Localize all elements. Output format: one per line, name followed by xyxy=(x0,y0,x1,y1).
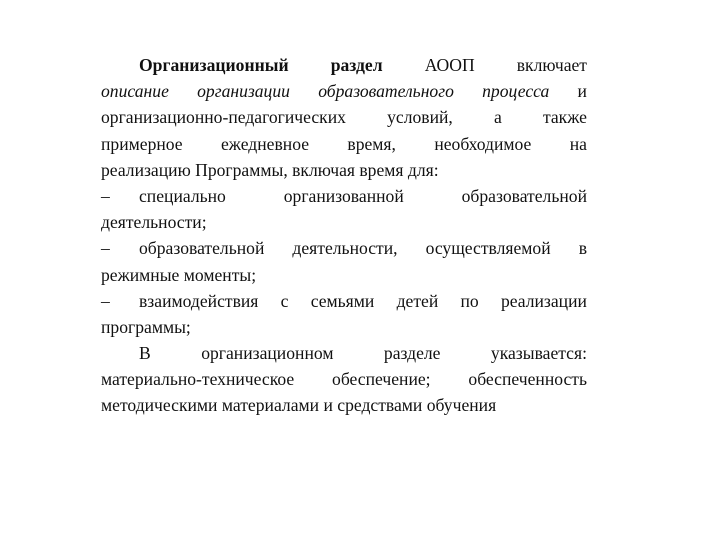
list-item-2-continuation: режимные моменты; xyxy=(101,264,257,285)
p1-line-1 xyxy=(101,52,587,78)
word: необходимое xyxy=(434,133,532,154)
list-item-3-text xyxy=(139,288,587,314)
word: организационно-педагогических xyxy=(101,107,346,128)
italic-word: образовательного xyxy=(318,81,454,102)
italic-word: организации xyxy=(197,81,290,102)
bold-word: раздел xyxy=(330,55,383,75)
list-item-3-continuation: программы; xyxy=(101,316,191,337)
italic-word: процесса xyxy=(482,81,550,102)
list-item-2 xyxy=(101,235,587,261)
word: детей xyxy=(396,290,439,311)
word: образовательной xyxy=(461,185,587,206)
word: включает xyxy=(516,55,587,75)
word: реализации xyxy=(500,290,587,311)
p1-line-3 xyxy=(101,104,587,130)
italic-word: описание xyxy=(101,81,169,102)
word: деятельности, xyxy=(292,238,398,259)
word: материально-техническое xyxy=(101,369,295,390)
bold-word: Организационный xyxy=(139,55,289,75)
list-item-1-continuation: деятельности; xyxy=(101,212,207,233)
word: время, xyxy=(347,133,396,154)
word: организационном xyxy=(201,343,334,364)
word: условий, xyxy=(387,107,453,128)
word: разделе xyxy=(383,343,441,364)
dash-bullet: – xyxy=(101,185,110,206)
word: с xyxy=(280,290,289,311)
list-item-2-text xyxy=(139,235,587,261)
p2-line-2 xyxy=(101,366,587,392)
word: в xyxy=(578,238,587,259)
word: и xyxy=(577,81,587,102)
word: ежедневное xyxy=(220,133,310,154)
word: указывается: xyxy=(490,343,587,364)
word: образовательной xyxy=(139,238,265,259)
word: АООП xyxy=(424,55,475,75)
word: обеспеченность xyxy=(468,369,587,390)
dash-bullet: – xyxy=(101,238,110,259)
word: семьями xyxy=(310,290,375,311)
word: взаимодействия xyxy=(139,290,259,311)
word: В xyxy=(139,343,151,364)
p2-line-3: методическими материалами и средствами обучения xyxy=(101,395,497,416)
word: а xyxy=(494,107,502,128)
p1-line-5: реализацию Программы, включая время для: xyxy=(101,159,439,180)
word: примерное xyxy=(101,133,183,154)
word: осуществляемой xyxy=(425,238,551,259)
list-item-1-text xyxy=(139,183,587,209)
word: обеспечение; xyxy=(332,369,431,390)
word: на xyxy=(569,133,587,154)
slide-text xyxy=(101,52,587,419)
word: специально xyxy=(139,185,226,206)
p1-line-2 xyxy=(101,78,587,104)
word: также xyxy=(542,107,587,128)
list-item-1 xyxy=(101,183,587,209)
p1-line-4 xyxy=(101,131,587,157)
dash-bullet: – xyxy=(101,290,110,311)
word: по xyxy=(460,290,479,311)
list-item-3 xyxy=(101,288,587,314)
word: организованной xyxy=(283,185,404,206)
p2-line-1 xyxy=(101,340,587,366)
